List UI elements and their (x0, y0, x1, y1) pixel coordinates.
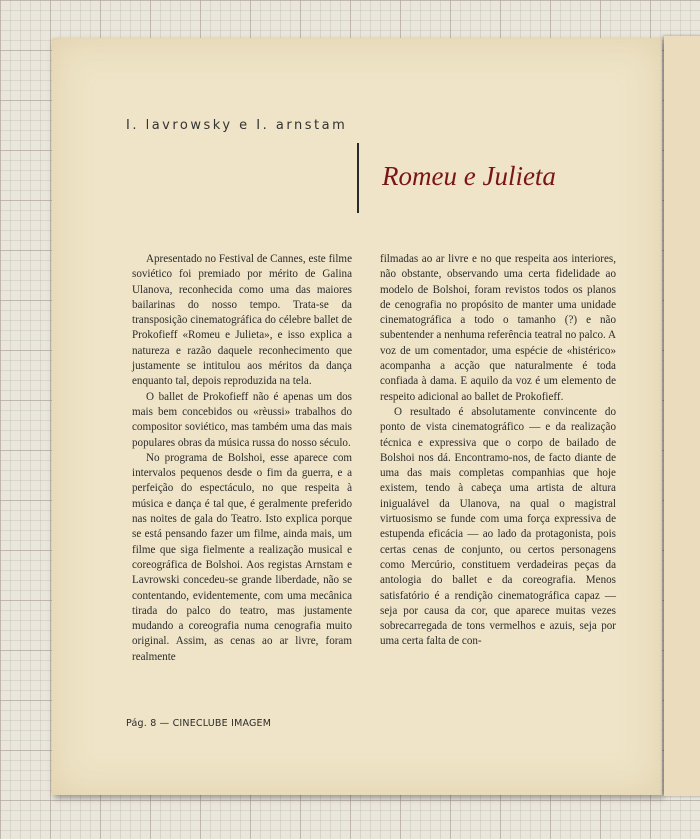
left-column (132, 252, 352, 665)
paragraph: filmadas ao ar livre e no que respeita aos interiores, não obstante, observando uma certa fidelidade ao modelo de Bolshoi, foram revistos todos os planos de cenografia no propósito de manter uma unidade cinematográfica a todo o tamanho (?) e não subentender a nenhuma referência teatral no palco. A voz de um comentador, uma espécie de «histérico» acompanha a acção que naturalmente é toda confiada à dama. E aquilo da voz é um elemento de respeito adicional ao ballet de Prokofieff. (380, 253, 616, 403)
page-footer: Pág. 8 — CINECLUBE IMAGEM (126, 718, 272, 729)
magazine-page (52, 38, 662, 795)
title-divider (357, 143, 359, 213)
right-column (380, 252, 616, 650)
adjacent-page-edge (664, 36, 700, 796)
paragraph: O ballet de Prokofieff não é apenas um dos mais bem concebidos ou «rèussi» trabalhos do compositor soviético, mas também uma das mais populares obras da música russa do nosso século. (132, 390, 352, 449)
paragraph: No programa de Bolshoi, esse aparece com intervalos pequenos desde o fim da guerra, e a perfeição do espectáculo, no que respeita à música e dança é tal que, é geralmente preferido nas noites de gala do Teatro. Isto explica porque se está pensando fazer um filme, ainda mais, um filme que siga fielmente a realização musical e coreográfica de Bolshoi. Aos registas Arnstam e Lavrowski concedeu-se grande liberdade, não se contentando, evidentemente, com uma mecânica tirada do palco do teatro, mas justamente mudando a coreografia numa cenografia muito original. Assim, as cenas ao ar livre, foram realmente (132, 451, 352, 663)
article-title: Romeu e Julieta (382, 161, 556, 191)
authors-byline: I. lavrowsky e I. arnstam (126, 118, 348, 133)
paragraph: O resultado é absolutamente convincente do ponto de vista cinematográfico — e da realização técnica e expressiva que o corpo de bailado de Bolshoi nos dá. Encontramo-nos, de facto diante de uma das mais completas companhias que hoje existem, tendo à cabeça uma artista de altura inigualável da Ulanova, na qual o magistral virtuosismo se funde com uma força expressiva de estupenda eficácia — ao lado da protagonista, pois certas cenas de conjunto, ou certos personagens como Mercúrio, constituem verdadeiras peças da antologia do ballet e da coreografia. Menos satisfatório é a rendição cinematográfica capaz — seja por causa da cor, que aparece muitas vezes sobrecarregada de tons vermelhos e azuis, seja por uma certa falta de con- (380, 405, 616, 648)
paragraph: Apresentado no Festival de Cannes, este filme soviético foi premiado por mérito de Galina Ulanova, reconhecida como uma das maiores bailarinas do nosso tempo. Trata-se da transposição cinematográfica do célebre ballet de Prokofieff «Romeu e Julieta», e isso explica a natureza e razão daquele reconhecimento que justamente se intitulou aos méritos da dança enquanto tal, depois reproduzida na tela. (132, 253, 352, 388)
